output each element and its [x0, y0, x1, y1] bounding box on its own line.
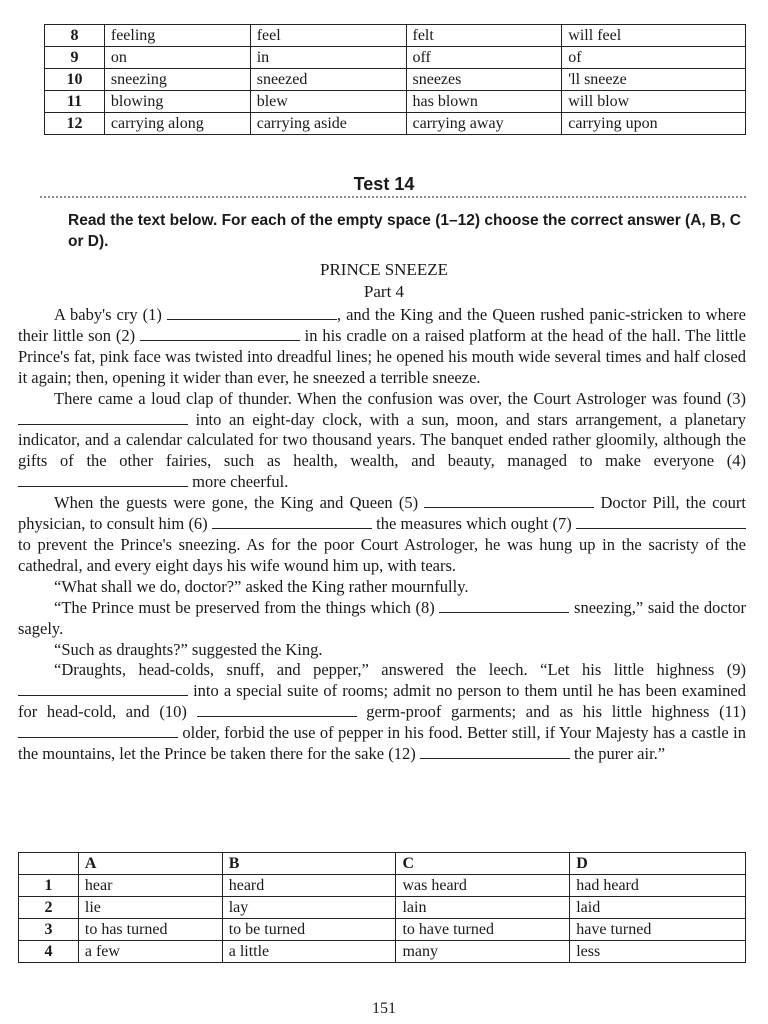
table-row: [19, 897, 746, 919]
blank-4: [18, 473, 188, 487]
text-span: There came a loud clap of thunder. When the confusion was over, the Court Astrologer was found (3): [54, 388, 746, 408]
text-span: into an eight-day clock, with a sun, moon, and stars arrangement, a planetary indicator, and a calendar calculated for two thousand years. The banquet ended rather gloomily, although the gifts of the other fairies, such as health, wealth, and beauty, managed to make everyone (4): [18, 409, 746, 471]
table-row: [19, 875, 746, 897]
blank-10: [197, 703, 357, 717]
text-span: into a special suite of rooms; admit no person to them until he has been examined for head-cold, and (10): [18, 681, 746, 722]
paragraph: “Such as draughts?” suggested the King.: [54, 639, 323, 659]
paragraph: [18, 389, 746, 494]
row-number: 4: [19, 941, 79, 963]
row-number: 10: [45, 69, 105, 91]
option-d: had heard: [570, 875, 746, 897]
row-number: 11: [45, 91, 105, 113]
blank-6: [212, 515, 372, 529]
instruction-text: Read the text below. For each of the empty space (1–12) choose the correct answer (A, B, C or D).: [68, 212, 742, 250]
blank-8: [439, 599, 569, 613]
column-header-a: A: [78, 853, 222, 875]
table-row: [45, 113, 746, 135]
option-c: felt: [406, 25, 562, 47]
row-number: 2: [19, 897, 79, 919]
answer-table: [18, 852, 746, 963]
column-header-b: B: [222, 853, 396, 875]
option-c: to have turned: [396, 919, 570, 941]
option-d: of: [562, 47, 746, 69]
answer-table-previous-test: [44, 24, 746, 135]
blank-12: [420, 745, 570, 759]
paragraph: “What shall we do, doctor?” asked the King rather mournfully.: [54, 576, 469, 596]
text-span: , and the King and the Queen rushed panic-stricken to where their little son (2): [18, 305, 746, 345]
row-number: 8: [45, 25, 105, 47]
row-number: 1: [19, 875, 79, 897]
blank-9: [18, 682, 188, 696]
option-a: on: [104, 47, 250, 69]
option-c: off: [406, 47, 562, 69]
option-d: have turned: [570, 919, 746, 941]
text-span: When the guests were gone, the King and Queen (5): [54, 493, 425, 513]
story-part-label: Part 4: [363, 282, 405, 301]
paragraph: [18, 305, 746, 389]
test-title: Test 14: [353, 174, 415, 194]
table-row: [45, 91, 746, 113]
text-span: more cheerful.: [188, 472, 289, 492]
option-a: lie: [78, 897, 222, 919]
page-number: 151: [372, 1000, 396, 1017]
paragraph: [18, 493, 746, 577]
text-span: sneezing,” said the doctor sagely.: [18, 597, 746, 638]
option-b: lay: [222, 897, 396, 919]
option-b: carrying aside: [250, 113, 406, 135]
table-row: [45, 69, 746, 91]
option-c: has blown: [406, 91, 562, 113]
text-span: to prevent the Prince's sneezing. As for the poor Court Astrologer, he was hung up in the sacristy of the cathedral, and every eight days his wife wound him up, with tears.: [18, 534, 746, 575]
option-c: sneezes: [406, 69, 562, 91]
option-b: feel: [250, 25, 406, 47]
story-title: PRINCE SNEEZE: [320, 260, 448, 279]
blank-7: [576, 515, 746, 529]
reading-passage: [18, 305, 746, 765]
option-a: feeling: [104, 25, 250, 47]
paragraph: [18, 660, 746, 765]
corner-cell: [19, 853, 79, 875]
table-row: [19, 941, 746, 963]
blank-2: [140, 327, 300, 341]
option-c: carrying away: [406, 113, 562, 135]
option-d: carrying upon: [562, 113, 746, 135]
option-a: a few: [78, 941, 222, 963]
table-row: [45, 25, 746, 47]
table-row: [19, 919, 746, 941]
blank-11: [18, 724, 178, 738]
text-span: A baby's cry (1): [54, 305, 167, 324]
option-b: to be turned: [222, 919, 396, 941]
text-span: the purer air.”: [569, 744, 666, 764]
column-header-c: C: [396, 853, 570, 875]
option-b: sneezed: [250, 69, 406, 91]
row-number: 12: [45, 113, 105, 135]
option-d: will blow: [562, 91, 746, 113]
option-c: many: [396, 941, 570, 963]
option-a: carrying along: [104, 113, 250, 135]
text-span: in his cradle on a raised platform at the head of the hall. The little Prince's fat, pink face was twisted into dreadful lines; he opened his mouth wide several times and half closed it again; then, opening it wider than ever, he sneezed a terrible sneeze.: [18, 325, 746, 387]
section-divider: [40, 196, 746, 198]
paragraph: [18, 598, 746, 640]
option-a: to has turned: [78, 919, 222, 941]
option-a: sneezing: [104, 69, 250, 91]
option-b: heard: [222, 875, 396, 897]
option-a: blowing: [104, 91, 250, 113]
option-d: will feel: [562, 25, 746, 47]
table-row: [45, 47, 746, 69]
text-span: older, forbid the use of pepper in his food. Better still, if Your Majesty has a castle in the mountains, let the Prince be taken there for the sake (12): [18, 723, 746, 764]
option-c: was heard: [396, 875, 570, 897]
text-span: “Draughts, head-colds, snuff, and pepper,” answered the leech. “Let his little highness (9): [54, 660, 746, 680]
option-d: laid: [570, 897, 746, 919]
option-b: blew: [250, 91, 406, 113]
text-span: “The Prince must be preserved from the things which (8): [54, 597, 440, 617]
table-header-row: [19, 853, 746, 875]
option-b: a little: [222, 941, 396, 963]
row-number: 3: [19, 919, 79, 941]
blank-3: [18, 411, 188, 425]
option-c: lain: [396, 897, 570, 919]
option-b: in: [250, 47, 406, 69]
option-d: 'll sneeze: [562, 69, 746, 91]
text-span: germ-proof garments; and as his little highness (11): [356, 702, 746, 722]
option-a: hear: [78, 875, 222, 897]
blank-5: [424, 494, 594, 508]
column-header-d: D: [570, 853, 746, 875]
text-span: Doctor Pill, the court physician, to consult him (6): [18, 493, 747, 534]
blank-1: [167, 306, 337, 320]
option-d: less: [570, 941, 746, 963]
row-number: 9: [45, 47, 105, 69]
text-span: the measures which ought (7): [371, 514, 576, 534]
